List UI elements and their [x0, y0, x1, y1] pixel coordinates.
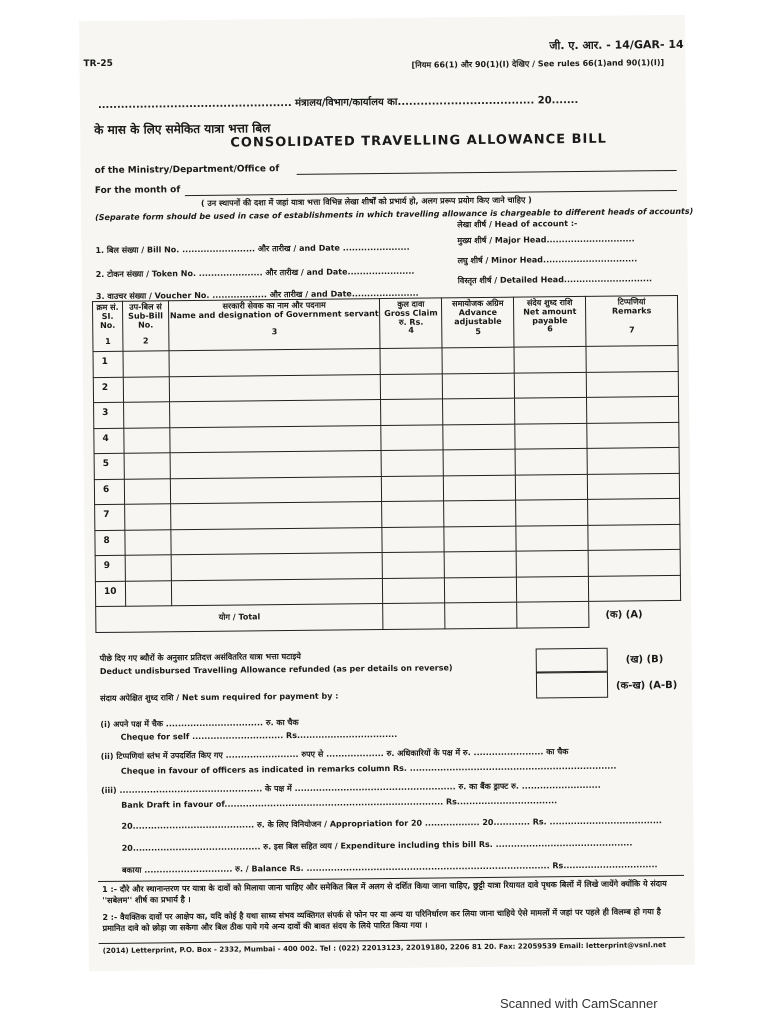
table-header-row: [92, 295, 677, 351]
col-gross-claim: कुल दावा Gross Claim रु. Rs. 4: [380, 298, 442, 349]
note-1: 1 :- दौरे और स्थानान्तरण पर यात्रा के दावों को मिलाया जाना चाहिए और समेकित बिल में अलग से दर्शित किया जाना चाहिए, छुट्टी यात्रा रियायत दावे पृथक बिलों में लिखे जायेंगे क्योंकि ये संदाय ''सबेलम'' शीर्ष का प्रभार्य है ।: [102, 879, 667, 905]
total-mark-a: (क) (A): [589, 600, 681, 626]
payment-iii-hindi: (iii) ............................................... के पक्ष में ..................................................... रु. का बैंक ड्राफ्ट रु. ..........................: [101, 780, 601, 796]
col-name: सरकारी सेवक का नाम और पदनाम Name and designation of Government servant 3: [168, 299, 380, 351]
note-hindi: ( उन स्थापनों की दशा में जहां यात्रा भत्ता विभिन्न लेखा शीर्षों को प्रभार्य हो, अलग प्ररूप प्रयोग किए जाने चाहिए ): [200, 195, 532, 208]
total-row: [96, 600, 681, 632]
table-row: 7: [95, 498, 680, 530]
form-page: [79, 15, 695, 971]
publisher-info: (2014) Letterprint, P.O. Box - 2332, Mumbai - 400 002. Tel : (022) 22013123, 22019180, 2206 81 20. Fax: 22059539 Email: letterprint@vsnl.net: [102, 941, 667, 956]
title-english: CONSOLIDATED TRAVELLING ALLOWANCE BILL: [230, 131, 607, 151]
balance-line: बकाया ............................. रु. / Balance Rs. ................................................................................ Rs...............................: [121, 860, 658, 875]
table-row: 4: [94, 422, 679, 454]
table-row: 1: [93, 345, 678, 377]
mark-b: (ख) (B): [625, 654, 664, 666]
title-hindi: के मास के लिए समेकित यात्रा भत्ता बिल: [94, 121, 271, 138]
bill-no-field: 1. बिल संख्या / Bill No. ........................ और तारीख / and Date ......................: [95, 242, 410, 256]
expenditure-line: 20.......................................... रु. इस बिल सहित व्यय / Expenditure including this bill Rs. .............................................: [121, 838, 633, 853]
table-row: 2: [93, 371, 678, 403]
table-row: 6: [94, 473, 679, 505]
head-of-account: लेखा शीर्ष / Head of account :-: [457, 218, 578, 230]
table-row: 8: [95, 524, 680, 556]
form-code: TR-25: [83, 58, 113, 70]
table-row: 5: [94, 447, 679, 479]
allowance-table: [92, 295, 681, 633]
note-english: (Separate form should be used in case of establishments in which travelling allowance is chargeable to different heads of accounts): [95, 206, 694, 223]
of-ministry-line: [297, 170, 677, 175]
detailed-head: विस्तृत शीर्ष / Detailed Head.............................: [457, 274, 653, 286]
col-sub-bill: उप-बिल सं Sub-Bill No. 2: [122, 301, 168, 351]
major-head: मुख्य शीर्ष / Major Head.............................: [457, 234, 635, 246]
col-remarks: टिप्पणियां Remarks 7: [586, 295, 678, 346]
total-label: योग / Total: [96, 604, 384, 633]
table-row: 3: [94, 396, 679, 428]
of-ministry-label: of the Ministry/Department/Office of: [94, 164, 280, 177]
payment-ii-english: Cheque in favour of officers as indicated in remarks column Rs. ....................................................................: [120, 761, 617, 776]
payment-i-english: Cheque for self .............................. Rs.................................: [120, 729, 398, 742]
col-sl-no: क्रम सं. SI. No. 1: [92, 301, 122, 351]
table-row: 9: [95, 549, 680, 581]
minor-head: लघु शीर्ष / Minor Head...............................: [457, 254, 638, 266]
payment-iii-english: Bank Draft in favour of........................................................................ Rs.................................: [121, 796, 558, 810]
note-2: 2 :- वैयक्तिक दावों पर आक्षेप का, यदि कोई है यथा साध्य संभव व्यक्तिगत संपर्क से फोन पर या अन्य या परिनिर्धारण कर लिया जाना चाहिये ऐसे मामलों में जहां पर पहले ही विलम्ब हो गया है प्रमानित दावे को छोड़ा जा सकेगा और बिल ठीक पाये गये अन्य दावों की बावत संदय के लिये पारित किया गया ।: [102, 907, 661, 933]
col-net-amount: संदेय शुध्द राशि Net amount payable 6: [514, 296, 586, 347]
rules-reference: [नियम 66(1) और 90(1)(I) देखिए / See rules 66(1)and 90(1)(I)]: [411, 58, 665, 70]
gar-reference: जी. ए. आर. - 14/GAR- 14: [549, 37, 684, 53]
ministry-line: ................................................... मंत्रालय/विभाग/कार्यालय का.................................... 20.......: [97, 94, 579, 112]
scanner-watermark: Scanned with CamScanner: [500, 996, 658, 1011]
payment-i-hindi: (i) अपने पक्ष में चैक ................................ रु. का चैक: [100, 717, 299, 730]
mark-ab: (क-ख) (A-B): [615, 679, 678, 692]
payment-ii-hindi: (ii) टिप्पणियां स्तंभ में उपदर्शित किए गए ........................ रुपए से ................... रु. अधिकारियों के पक्ष में रु. ....................... का चैक: [100, 747, 569, 762]
deduct-b-box: [536, 648, 608, 673]
net-ab-box: [536, 672, 608, 699]
for-month-label: For the month of: [94, 185, 181, 197]
voucher-no-field: 3. वाउचर संख्या / Voucher No. .................. और तारीख / and Date......................: [95, 288, 419, 302]
token-no-field: 2. टोकन संख्या / Token No. ..................... और तारीख / and Date......................: [95, 266, 415, 280]
table-row: 10: [95, 575, 680, 607]
net-sum-label: संदाय अपेक्षित शुध्द राशि / Net sum required for payment by :: [100, 691, 339, 704]
deduct-hindi: पीछे दिए गए ब्यौरों के अनुसार प्रतिदत्त असंवितरित यात्रा भत्ता घटाइये: [99, 651, 301, 664]
appropriation-line: 20........................................ रु. के लिए विनियोजन / Appropriation for 20 .................. 20............ Rs. .....................................: [121, 816, 662, 831]
deduct-english: Deduct undisbursed Travelling Allowance refunded (as per details on reverse): [99, 663, 453, 677]
col-advance: समायोजक अग्रिम Advance adjustable 5: [442, 297, 514, 348]
